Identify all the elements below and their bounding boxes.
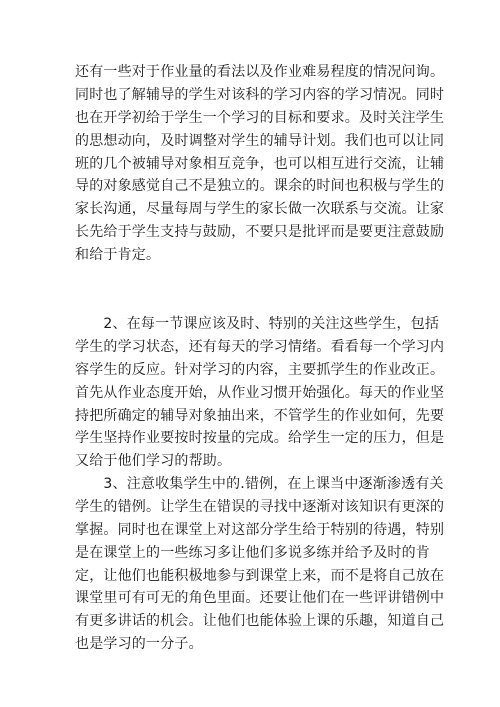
paragraph-line: 也是学习的一分子。 [75,636,203,653]
paragraph-line: 定，让他们也能积极地参与到课堂上来，而不是将自己放在 [75,567,445,584]
paragraph-line: 班的几个被辅导对象相互竞争，也可以相互进行交流，让辅 [75,155,445,172]
paragraph-line: 课堂里可有可无的角色里面。还要让他们在一些评讲错例中 [75,590,445,607]
paragraph-3 [75,473,445,656]
paragraph-line: 还有一些对于作业量的看法以及作业难易程度的情况问询。 [75,64,445,80]
paragraph-line: 学生的错例。让学生在错误的寻找中逐渐对该知识有更深的 [75,498,445,515]
paragraph-line: 掌握。同时也在课堂上对这部分学生给于特别的待遇，特别 [75,521,445,538]
paragraph-line: 导的对象感觉自己不是独立的。课余的时间也积极与学生的 [75,178,445,195]
paragraph-line: 持把所确定的辅导对象抽出来，不管学生的作业如何，先要 [75,407,445,424]
paragraph-line: 也在开学初给于学生一个学习的目标和要求。及时关注学生 [75,109,445,126]
paragraph-line: 又给于他们学习的帮助。 [75,453,232,470]
paragraph-line: 长先给于学生支持与鼓励，不要只是批评而是要更注意鼓励 [75,224,445,241]
paragraph-line: 容学生的反应。针对学习的内容，主要抓学生的作业改正。 [75,361,445,378]
paragraph-line: 家长沟通，尽量每周与学生的家长做一次联系与交流。让家 [75,201,445,218]
paragraph-line: 有更多讲话的机会。让他们也能体验上课的乐趣，知道自己 [75,613,445,630]
paragraph-1 [75,61,445,267]
paragraph-line: 学生坚持作业要按时按量的完成。给学生一定的压力，但是 [75,430,445,447]
paragraph-line: 的思想动向，及时调整对学生的辅导计划。我们也可以让同 [75,132,445,149]
paragraph-line: 3、注意收集学生中的.错例，在上课当中逐渐渗透有关 [75,476,444,492]
paragraph-line: 学生的学习状态，还有每天的学习情绪。看看每一个学习内 [75,338,445,355]
paragraph-line: 和给于肯定。 [75,247,161,264]
paragraph-line: 首先从作业态度开始，从作业习惯开始强化。每天的作业坚 [75,384,445,401]
paragraph-line: 同时也了解辅导的学生对该科的学习内容的学习情况。同时 [75,86,445,103]
paragraph-line: 2、在每一节课应该及时、特别的关注这些学生，包括 [75,316,440,332]
paragraph-line: 是在课堂上的一些练习多让他们多说多练并给予及时的肯 [75,544,430,561]
paragraph-2 [75,313,445,473]
